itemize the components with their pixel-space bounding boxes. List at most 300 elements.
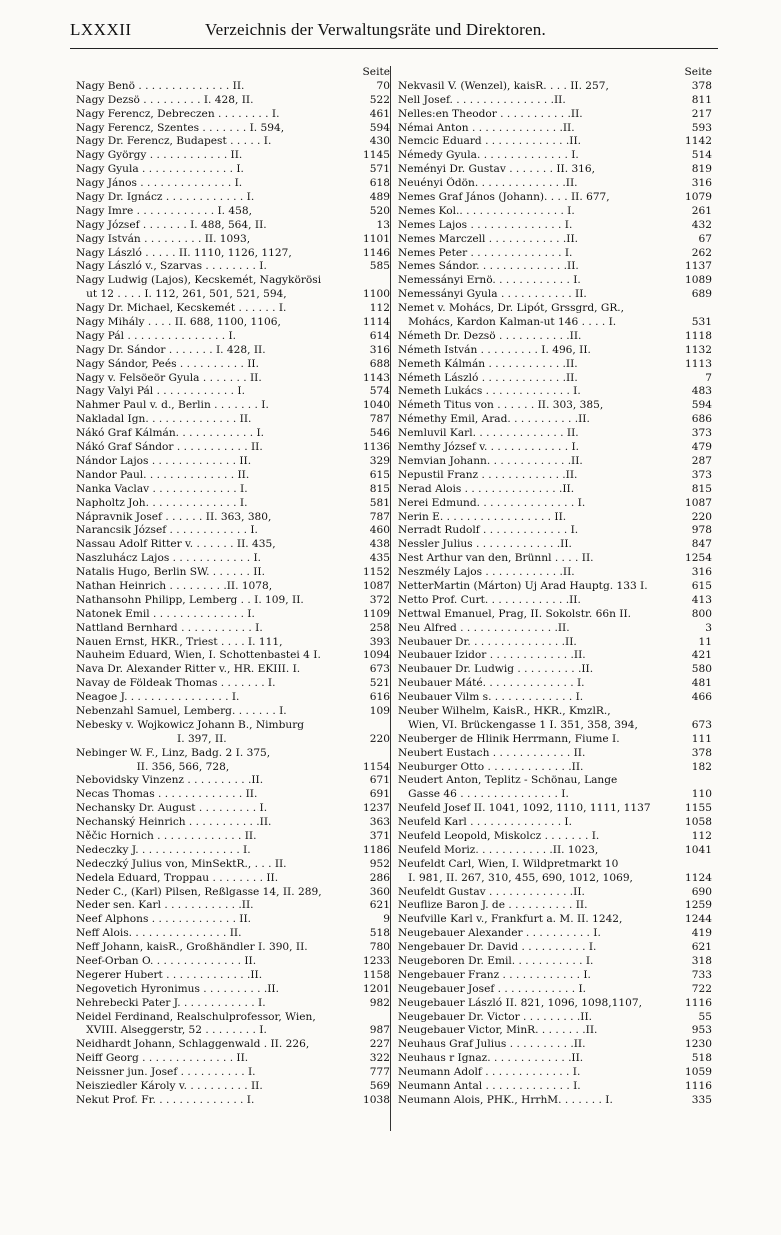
entry-page: 1142	[685, 135, 712, 148]
entry-name: Nemes Kol.. . . . . . . . . . . . . . . . I.	[398, 204, 575, 217]
index-entry	[398, 1080, 712, 1094]
entry-name: Nagy Dr. Sándor . . . . . . . I. 428, II.	[76, 343, 266, 356]
index-entry	[76, 566, 390, 580]
entry-name: Neff Johann, kaisR., Großhändler I. 390, II.	[76, 941, 308, 954]
entry-page: 518	[691, 1052, 712, 1065]
entry-name: Nemes Graf János (Johann). . . . II. 677,	[398, 191, 610, 204]
index-entry	[398, 497, 712, 511]
entry-name: Nerradt Rudolf . . . . . . . . . . . . . I.	[398, 524, 579, 537]
entry-page: 1186	[363, 843, 390, 856]
entry-page: 393	[369, 635, 390, 648]
index-entry	[398, 288, 712, 302]
entry-page: 688	[369, 357, 390, 370]
entry-page: 733	[691, 968, 712, 981]
index-entry	[76, 691, 390, 705]
entry-name: Natalis Hugo, Berlin SW. . . . . . . II.	[76, 566, 265, 579]
entry-name: Neumann Antal . . . . . . . . . . . . . I.	[398, 1080, 581, 1093]
index-entry	[398, 399, 712, 413]
index-entry	[76, 899, 390, 913]
index-entry	[76, 219, 390, 233]
entry-name: Nemvian Johann. . . . . . . . . . . . .II.	[398, 454, 583, 467]
entry-name: Nechansky Dr. August . . . . . . . . . I.	[76, 802, 268, 815]
entry-name: NetterMartin (Márton) Uj Arad Hauptg. 133 I.	[398, 579, 648, 592]
entry-page	[352, 719, 390, 733]
entry-page: 1254	[685, 552, 712, 565]
entry-name: Nebovidsky Vinzenz . . . . . . . . . .II.	[76, 774, 264, 787]
entry-name: Neufeldt Gustav . . . . . . . . . . . . .II.	[398, 885, 585, 898]
entry-page: 691	[369, 788, 390, 801]
entry-page: 111	[691, 732, 712, 745]
entry-name: Neuhaus Graf Julius . . . . . . . . . .II.	[398, 1038, 586, 1051]
index-entry	[76, 233, 390, 247]
index-entry	[76, 663, 390, 677]
entry-page: 421	[691, 649, 712, 662]
entry-page: 673	[691, 718, 712, 731]
index-entry	[398, 205, 712, 219]
entry-name: Neufeld Moriz. . . . . . . . . . . .II. 1023,	[398, 843, 599, 856]
entry-name: Nedela Eduard, Troppau . . . . . . . . II.	[76, 871, 279, 884]
entry-name: Nagy Ludwig (Lajos), Kecskemét, Nagykörösi	[76, 274, 322, 287]
entry-name: Nápravnik Josef . . . . . . II. 363, 380,	[76, 510, 272, 523]
entry-name: Nemeth Lukács . . . . . . . . . . . . . I.	[398, 385, 581, 398]
entry-name: Németh László . . . . . . . . . . . . .II.	[398, 371, 578, 384]
index-entry	[398, 94, 712, 108]
entry-name: Nagy László . . . . . II. 1110, 1126, 1127,	[76, 246, 292, 259]
index-entry	[76, 177, 390, 191]
index-entry	[398, 844, 712, 858]
entry-page: 689	[691, 288, 712, 301]
entry-page: 787	[369, 510, 390, 523]
index-entry	[76, 511, 390, 525]
index-entry	[76, 358, 390, 372]
index-entry	[76, 733, 390, 747]
entry-name: Nakladal Ign. . . . . . . . . . . . . . II.	[76, 413, 252, 426]
entry-name: Nemeth Kálmán . . . . . . . . . . . .II.	[398, 357, 578, 370]
index-entry	[76, 260, 390, 274]
entry-page: 815	[691, 482, 712, 495]
index-entry	[76, 205, 390, 219]
entry-page: 1152	[363, 566, 390, 579]
index-entry	[76, 761, 390, 775]
index-entry	[398, 636, 712, 650]
index-entry	[76, 636, 390, 650]
page-header	[70, 20, 720, 46]
index-entry	[398, 899, 712, 913]
entry-page: 287	[691, 454, 712, 467]
entry-name: Neubauer Máté. . . . . . . . . . . . . . I.	[398, 677, 585, 690]
entry-page: 671	[369, 774, 390, 787]
index-entry	[398, 1052, 712, 1066]
entry-page	[352, 274, 390, 288]
entry-page: 1101	[363, 232, 390, 245]
index-entry	[76, 1052, 390, 1066]
entry-page: 1237	[363, 802, 390, 815]
entry-name: Nengebauer Franz . . . . . . . . . . . . I.	[398, 968, 591, 981]
entry-name: Nava Dr. Alexander Ritter v., HR. EKIII. I.	[76, 663, 301, 676]
index-entry	[398, 705, 712, 719]
index-entry	[76, 594, 390, 608]
entry-page: 1145	[363, 149, 390, 162]
entry-name: Wien, VI. Brückengasse 1 I. 351, 358, 394,	[398, 718, 638, 731]
index-entry	[398, 524, 712, 538]
entry-page	[674, 858, 712, 872]
entry-name: Neubauer Dr. . . . . . . . . . . . . . .II.	[398, 635, 577, 648]
entry-page	[352, 747, 390, 761]
index-entry	[398, 788, 712, 802]
right-column	[398, 66, 712, 1108]
index-entry	[398, 816, 712, 830]
entry-name: Nemes Peter . . . . . . . . . . . . . . I.	[398, 246, 573, 259]
entry-page: 483	[691, 385, 712, 398]
entry-page: 3	[705, 621, 712, 634]
entry-page: 1114	[363, 316, 390, 329]
index-entry	[398, 219, 712, 233]
entry-name: Németh Titus von . . . . . . II. 303, 385,	[398, 399, 604, 412]
entry-page: 460	[369, 524, 390, 537]
entry-name: Nebesky v. Wojkowicz Johann B., Nimburg	[76, 718, 305, 731]
index-entry	[398, 316, 712, 330]
entry-page: 1087	[363, 579, 390, 592]
entry-name: Neugeboren Dr. Emil. . . . . . . . . . . I.	[398, 955, 594, 967]
index-entry	[76, 955, 390, 969]
index-entry	[76, 372, 390, 386]
index-entry	[398, 358, 712, 372]
entry-page: 847	[691, 538, 712, 551]
entry-page: 432	[691, 218, 712, 231]
index-entry	[398, 108, 712, 122]
entry-page: 1155	[685, 802, 712, 815]
index-entry	[76, 649, 390, 663]
index-entry	[76, 483, 390, 497]
entry-page: 435	[369, 552, 390, 565]
entry-name: Neuhaus r Ignaz. . . . . . . . . . . . .II.	[398, 1052, 584, 1065]
index-entry	[76, 288, 390, 302]
entry-name: Negovetich Hyronimus . . . . . . . . . .II.	[76, 982, 279, 995]
index-entry	[398, 372, 712, 386]
entry-name: Nahmer Paul v. d., Berlin . . . . . . . I.	[76, 399, 269, 412]
entry-name: Natonek Emil . . . . . . . . . . . . . . I.	[76, 607, 255, 620]
entry-page: 1158	[363, 968, 390, 981]
index-entry	[398, 149, 712, 163]
entry-name: Neff Alois. . . . . . . . . . . . . . . II.	[76, 927, 242, 940]
entry-name: Nagy v. Felsöeör Gyula . . . . . . . II.	[76, 371, 262, 384]
entry-page: 378	[691, 746, 712, 759]
entry-name: Neumann Adolf . . . . . . . . . . . . . I.	[398, 1066, 581, 1079]
entry-name: Nemessányi Gyula . . . . . . . . . . . II.	[398, 288, 587, 301]
index-entry	[76, 705, 390, 719]
index-entry	[76, 1066, 390, 1080]
entry-name: Nebenzahl Samuel, Lemberg. . . . . . . I.	[76, 704, 287, 717]
entry-name: Nengebauer Dr. David . . . . . . . . . . I.	[398, 941, 597, 954]
entry-page: 585	[369, 260, 390, 273]
entry-page: 614	[369, 329, 390, 342]
entry-page: 580	[691, 663, 712, 676]
entry-name: Nagy János . . . . . . . . . . . . . . I.	[76, 177, 243, 190]
entry-name: Nemcic Eduard . . . . . . . . . . . . .II.	[398, 135, 581, 148]
entry-page: 811	[691, 93, 712, 106]
entry-page: 1087	[685, 496, 712, 509]
entry-name: Neugebauer Josef . . . . . . . . . . . . I.	[398, 982, 587, 995]
index-entry	[398, 441, 712, 455]
index-entry	[398, 80, 712, 94]
entry-name: Nákó Graf Kálmán. . . . . . . . . . . . I.	[76, 427, 265, 440]
entry-page: 489	[369, 191, 390, 204]
index-entry	[76, 608, 390, 622]
index-entry	[398, 774, 712, 788]
entry-name: Neufeld Leopold, Miskolcz . . . . . . . I.	[398, 829, 600, 842]
entry-page: 1233	[363, 955, 390, 967]
entry-name: Neisziedler Károly v. . . . . . . . . . II.	[76, 1080, 263, 1093]
entry-page: 594	[369, 121, 390, 134]
index-entry	[398, 483, 712, 497]
entry-name: Nagy István . . . . . . . . . II. 1093,	[76, 232, 251, 245]
entry-name: Nándor Lajos . . . . . . . . . . . . . II.	[76, 454, 252, 467]
entry-page: 481	[691, 677, 712, 690]
entry-name: Neder C., (Karl) Pilsen, Reßlgasse 14, II. 289,	[76, 885, 322, 898]
entry-name: Neubert Eustach . . . . . . . . . . . . II.	[398, 746, 586, 759]
index-entry	[398, 594, 712, 608]
index-entry	[76, 469, 390, 483]
entry-name: Nedeczky J. . . . . . . . . . . . . . . . I.	[76, 843, 251, 856]
entry-name: Nagy Sándor, Peés . . . . . . . . . . II.	[76, 357, 259, 370]
entry-page: 1089	[685, 274, 712, 287]
entry-name: Neufeld Karl . . . . . . . . . . . . . . I.	[398, 816, 572, 829]
page-number: LXXXII	[70, 20, 132, 39]
index-entry	[76, 788, 390, 802]
index-entry	[398, 247, 712, 261]
entry-name: II. 356, 566, 728,	[76, 760, 230, 773]
index-entry	[76, 247, 390, 261]
entry-page: 521	[369, 677, 390, 690]
index-entry	[398, 135, 712, 149]
index-entry	[398, 552, 712, 566]
index-entry	[76, 622, 390, 636]
entry-page	[352, 1011, 390, 1025]
entry-name: Neagoe J. . . . . . . . . . . . . . . . I.	[76, 691, 240, 704]
entry-name: Neufeldt Carl, Wien, I. Wildpretmarkt 10	[398, 857, 619, 870]
entry-name: Neugebauer Dr. Victor . . . . . . . . .II.	[398, 1010, 592, 1023]
seite-label-right: Seite	[684, 66, 712, 78]
entry-page: 978	[691, 524, 712, 537]
entry-page: 55	[698, 1010, 712, 1023]
entry-page: 316	[691, 566, 712, 579]
entry-name: Neszmély Lajos . . . . . . . . . . . .II.	[398, 566, 575, 579]
entry-page: 371	[369, 829, 390, 842]
entry-name: Neugebauer Alexander . . . . . . . . . . I.	[398, 927, 601, 940]
entry-page: 220	[691, 510, 712, 523]
entry-page: 1136	[363, 441, 390, 454]
index-entry	[398, 761, 712, 775]
index-entry	[76, 427, 390, 441]
entry-name: Necas Thomas . . . . . . . . . . . . . II.	[76, 788, 258, 801]
entry-page: 378	[691, 79, 712, 92]
entry-name: I. 981, II. 267, 310, 455, 690, 1012, 1069,	[398, 871, 633, 884]
entry-name: Nagy Imre . . . . . . . . . . . . I. 458,	[76, 204, 252, 217]
index-entry	[76, 1024, 390, 1038]
entry-page: 1116	[685, 1080, 712, 1093]
entry-name: Nekut Prof. Fr. . . . . . . . . . . . . . I.	[76, 1093, 255, 1106]
entry-page: 1244	[685, 913, 712, 926]
entry-page: 1143	[363, 371, 390, 384]
index-entry	[398, 941, 712, 955]
entry-page: 1137	[685, 260, 712, 273]
index-entry	[398, 1024, 712, 1038]
entry-page: 479	[691, 441, 712, 454]
entry-name: Neuberger de Hlinik Herrmann, Fiume I.	[398, 732, 620, 745]
entry-page: 1079	[685, 191, 712, 204]
entry-page: 1041	[685, 843, 712, 856]
entry-page: 690	[691, 885, 712, 898]
entry-page: 1116	[685, 996, 712, 1009]
index-entry	[398, 1094, 712, 1108]
entry-name: Nemet v. Mohács, Dr. Lipót, Grssgrd, GR.,	[398, 302, 625, 315]
index-entry	[398, 691, 712, 705]
entry-page	[674, 705, 712, 719]
entry-page: 616	[369, 691, 390, 704]
entry-page: 1154	[363, 760, 390, 773]
index-entry	[398, 274, 712, 288]
page-title: Verzeichnis der Verwaltungsräte und Direktoren.	[205, 20, 546, 39]
index-entry	[76, 747, 390, 761]
index-entry	[76, 441, 390, 455]
entry-page: 815	[369, 482, 390, 495]
index-entry	[76, 983, 390, 997]
entry-page: 7	[705, 371, 712, 384]
entry-page: 286	[369, 871, 390, 884]
entry-name: Nathansohn Philipp, Lemberg . . I. 109, II.	[76, 593, 304, 606]
entry-name: Nedeczký Julius von, MinSektR., . . . II.	[76, 857, 287, 870]
entry-page: 261	[691, 204, 712, 217]
index-entry	[76, 135, 390, 149]
entry-page: 952	[369, 857, 390, 870]
entry-name: Neuber Wilhelm, KaisR., HKR., KmzlR.,	[398, 704, 611, 717]
entry-name: Nell Josef. . . . . . . . . . . . . . . .II.	[398, 93, 566, 106]
entry-page: 514	[691, 149, 712, 162]
entry-page: 777	[369, 1066, 390, 1079]
entry-page: 13	[376, 218, 390, 231]
index-entry	[76, 719, 390, 733]
index-entry	[76, 149, 390, 163]
index-entry	[76, 816, 390, 830]
entry-name: Nettwal Emanuel, Prag, II. Sokolstr. 66n II.	[398, 607, 632, 620]
entry-name: Nemessányi Ernö. . . . . . . . . . . . I.	[398, 274, 581, 287]
entry-page: 413	[691, 593, 712, 606]
entry-name: Némedy Gyula. . . . . . . . . . . . . . I.	[398, 149, 579, 162]
entry-page: 112	[691, 829, 712, 842]
entry-name: Nagy György . . . . . . . . . . . . II.	[76, 149, 243, 162]
entry-name: Nattland Bernhard . . . . . . . . . . . I.	[76, 621, 263, 634]
entry-name: Něčic Hornich . . . . . . . . . . . . . II.	[76, 829, 257, 842]
index-entry	[398, 858, 712, 872]
entry-name: Nassau Adolf Ritter v. . . . . . . II. 435,	[76, 538, 276, 551]
index-entry	[398, 663, 712, 677]
entry-page: 1230	[685, 1038, 712, 1051]
entry-name: Gasse 46 . . . . . . . . . . . . . . . I.	[398, 788, 569, 801]
entry-name: Neiff Georg . . . . . . . . . . . . . . II.	[76, 1052, 249, 1065]
entry-page: 258	[369, 621, 390, 634]
entry-page: 461	[369, 107, 390, 120]
entry-name: Netto Prof. Curt. . . . . . . . . . . . .II.	[398, 593, 581, 606]
entry-page: 615	[691, 579, 712, 592]
index-entry	[398, 260, 712, 274]
index-entry	[76, 872, 390, 886]
entry-page: 112	[369, 302, 390, 315]
index-entry	[76, 524, 390, 538]
entry-page: 1038	[363, 1093, 390, 1106]
entry-page: 571	[369, 163, 390, 176]
index-entry	[76, 274, 390, 288]
index-entry	[76, 497, 390, 511]
entry-page: 1040	[363, 399, 390, 412]
entry-name: Nagy Dr. Ferencz, Budapest . . . . . I.	[76, 135, 272, 148]
entry-page: 1201	[363, 982, 390, 995]
entry-page: 574	[369, 385, 390, 398]
index-entry	[398, 997, 712, 1011]
entry-name: Nagy Mihály . . . . II. 688, 1100, 1106,	[76, 316, 281, 329]
index-entry	[398, 455, 712, 469]
index-entry	[76, 844, 390, 858]
entry-name: Németh Dr. Dezsö . . . . . . . . . . .II.	[398, 329, 582, 342]
index-entry	[398, 872, 712, 886]
entry-name: Neef-Orban O. . . . . . . . . . . . . . II.	[76, 955, 257, 967]
index-entry	[398, 733, 712, 747]
entry-page: 621	[369, 899, 390, 912]
entry-name: I. 397, II.	[76, 732, 227, 745]
index-entry	[398, 830, 712, 844]
entry-page: 787	[369, 413, 390, 426]
entry-name: Nagy Dr. Michael, Kecskemét . . . . . . I.	[76, 302, 287, 315]
entry-page: 329	[369, 454, 390, 467]
entry-name: Negerer Hubert . . . . . . . . . . . . .II.	[76, 968, 263, 981]
index-entry	[398, 677, 712, 691]
entry-name: Nerei Edmund. . . . . . . . . . . . . . . I.	[398, 496, 586, 509]
entry-name: Némai Anton . . . . . . . . . . . . . .II.	[398, 121, 575, 134]
entry-name: Némethy Emil, Arad. . . . . . . . . . .II.	[398, 413, 590, 426]
entry-page: 722	[691, 982, 712, 995]
index-entry	[398, 233, 712, 247]
entry-page: 67	[698, 232, 712, 245]
entry-name: Nagy Dezsö . . . . . . . . . I. 428, II.	[76, 93, 254, 106]
index-entry	[76, 455, 390, 469]
index-entry	[76, 1011, 390, 1025]
index-entry	[398, 649, 712, 663]
entry-page: 1100	[363, 288, 390, 301]
entry-name: Neményi Dr. Gustav . . . . . . . II. 316,	[398, 163, 596, 176]
index-entry	[76, 774, 390, 788]
entry-page: 466	[691, 691, 712, 704]
entry-page: 520	[369, 204, 390, 217]
entry-name: Nemes Marczell . . . . . . . . . . . .II.	[398, 232, 579, 245]
entry-name: Nerin E. . . . . . . . . . . . . . . . . II.	[398, 510, 567, 523]
entry-name: Neubauer Vilm s. . . . . . . . . . . . . I.	[398, 691, 584, 704]
entry-page: 1058	[685, 816, 712, 829]
index-entry	[398, 1038, 712, 1052]
index-entry	[398, 191, 712, 205]
index-entry	[76, 802, 390, 816]
entry-page: 372	[369, 593, 390, 606]
index-entry	[76, 858, 390, 872]
index-entry	[398, 177, 712, 191]
entry-name: ut 12 . . . . I. 112, 261, 501, 521, 594,	[76, 288, 287, 301]
entry-page: 373	[691, 427, 712, 440]
index-entry	[398, 122, 712, 136]
entry-name: Neidel Ferdinand, Realschulprofessor, Wien,	[76, 1010, 316, 1023]
index-entry	[398, 511, 712, 525]
index-entry	[76, 1094, 390, 1108]
entry-page: 953	[691, 1024, 712, 1037]
entry-page: 531	[691, 316, 712, 329]
entry-page: 819	[691, 163, 712, 176]
